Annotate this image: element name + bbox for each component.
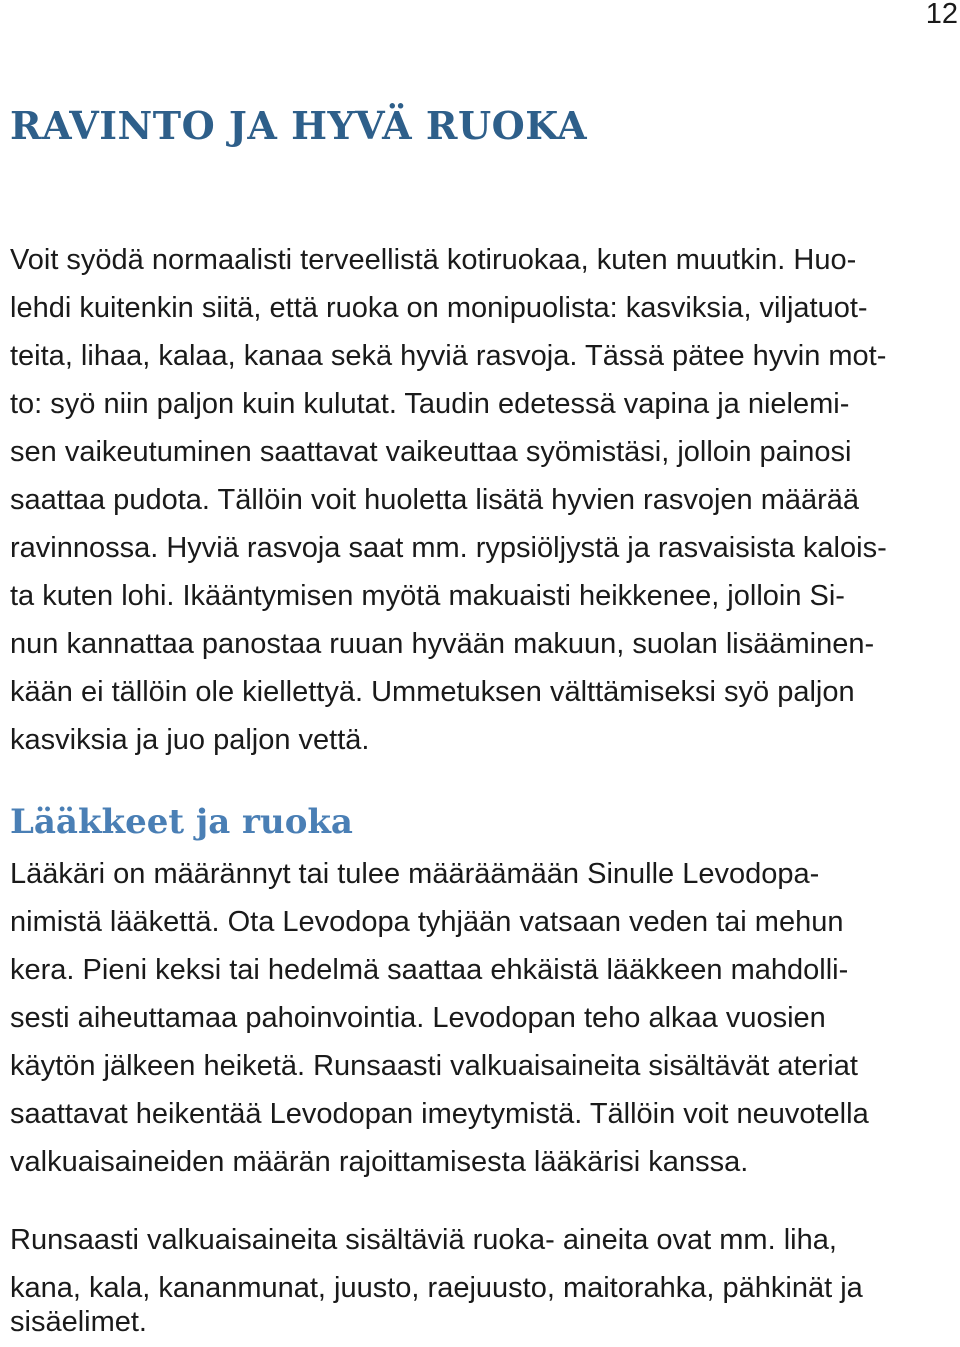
paragraph-line: käytön jälkeen heiketä. Runsaasti valkuaisaineita sisältävät ateriat [10, 1050, 858, 1082]
paragraph-line: to: syö niin paljon kuin kulutat. Taudin edetessä vapina ja nielemi- [10, 388, 850, 420]
paragraph-line: saattaa pudota. Tällöin voit huoletta lisätä hyvien rasvojen määrää [10, 484, 860, 516]
paragraph-line: nun kannattaa panostaa ruuan hyvään makuun, suolan lisääminen- [10, 628, 875, 660]
paragraph-line: sesti aiheuttamaa pahoinvointia. Levodopan teho alkaa vuosien [10, 1002, 826, 1034]
paragraph-line: Lääkäri on määrännyt tai tulee määräämään Sinulle Levodopa- [10, 858, 820, 890]
paragraph-line: ta kuten lohi. Ikääntymisen myötä makuaisti heikkenee, jolloin Si- [10, 580, 845, 612]
paragraph-line: sisäelimet. [10, 1306, 147, 1338]
paragraph-line: lehdi kuitenkin siitä, että ruoka on monipuolista: kasviksia, viljatuot- [10, 292, 868, 324]
page-number: 12 [925, 0, 958, 30]
paragraph-line: nimistä lääkettä. Ota Levodopa tyhjään vatsaan veden tai mehun [10, 906, 844, 938]
paragraph-line: kään ei tällöin ole kiellettyä. Ummetuksen välttämiseksi syö paljon [10, 676, 855, 708]
paragraph-line: kasviksia ja juo paljon vettä. [10, 724, 370, 756]
paragraph-line: valkuaisaineiden määrän rajoittamisesta lääkärisi kanssa. [10, 1146, 749, 1178]
paragraph-line: Voit syödä normaalisti terveellistä kotiruokaa, kuten muutkin. Huo- [10, 244, 857, 276]
paragraph-line: teita, lihaa, kalaa, kanaa sekä hyviä rasvoja. Tässä pätee hyvin mot- [10, 340, 887, 372]
section-heading: Lääkkeet ja ruoka [10, 802, 353, 842]
paragraph-line: saattavat heikentää Levodopan imeytymistä. Tällöin voit neuvotella [10, 1098, 869, 1130]
paragraph-line: ravinnossa. Hyviä rasvoja saat mm. rypsiöljystä ja rasvaisista kalois- [10, 532, 887, 564]
paragraph-line: kana, kala, kananmunat, juusto, raejuusto, maitorahka, pähkinät ja [10, 1272, 863, 1304]
paragraph-line: kera. Pieni keksi tai hedelmä saattaa ehkäistä lääkkeen mahdolli- [10, 954, 849, 986]
paragraph-line: Runsaasti valkuaisaineita sisältäviä ruoka- aineita ovat mm. liha, [10, 1224, 837, 1256]
paragraph-line: sen vaikeutuminen saattavat vaikeuttaa syömistäsi, jolloin painosi [10, 436, 852, 468]
page-title: RAVINTO JA HYVÄ RUOKA [10, 103, 588, 148]
